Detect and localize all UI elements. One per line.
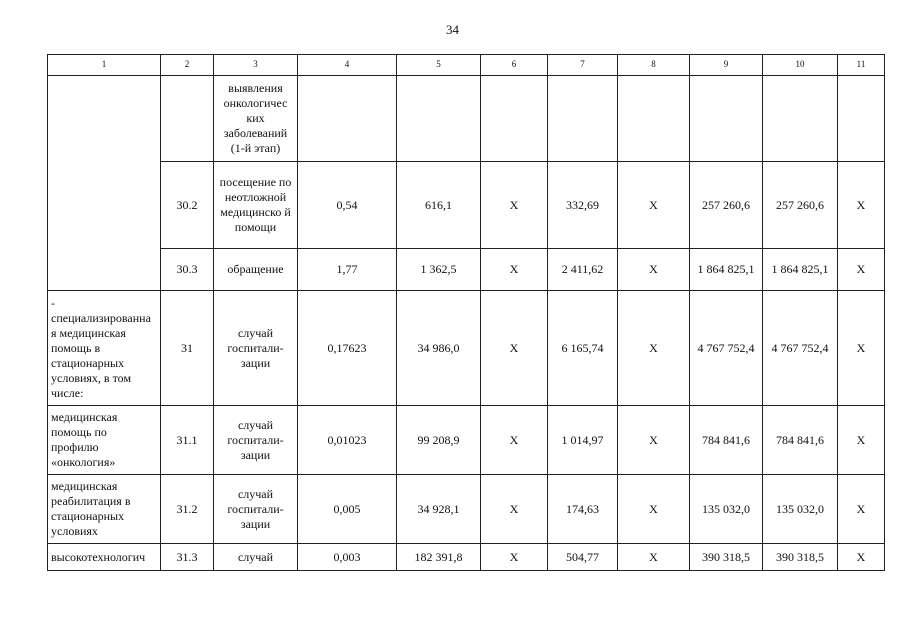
cell-value: X bbox=[618, 544, 690, 571]
cell-value: 182 391,8 bbox=[397, 544, 481, 571]
cell-value: 784 841,6 bbox=[690, 406, 763, 475]
cell-value: 390 318,5 bbox=[763, 544, 838, 571]
cell-value: 390 318,5 bbox=[690, 544, 763, 571]
cell-value: 1 014,97 bbox=[548, 406, 618, 475]
cell-value: 135 032,0 bbox=[690, 475, 763, 544]
header-cell: 2 bbox=[161, 55, 214, 76]
cell-value: 1 362,5 bbox=[397, 249, 481, 291]
cell-value: X bbox=[481, 544, 548, 571]
cell-code: 31.3 bbox=[161, 544, 214, 571]
cell-value: 2 411,62 bbox=[548, 249, 618, 291]
cell-unit: случай bbox=[214, 544, 298, 571]
cell-value: 99 208,9 bbox=[397, 406, 481, 475]
cell-value bbox=[548, 76, 618, 162]
cell-unit: случай госпитали- зации bbox=[214, 475, 298, 544]
header-cell: 8 bbox=[618, 55, 690, 76]
cell-code: 31.1 bbox=[161, 406, 214, 475]
header-cell: 3 bbox=[214, 55, 298, 76]
cell-value bbox=[763, 76, 838, 162]
table-row bbox=[48, 76, 885, 162]
header-cell: 6 bbox=[481, 55, 548, 76]
cell-value: 174,63 bbox=[548, 475, 618, 544]
cell-value: 0,005 bbox=[298, 475, 397, 544]
cell-value: X bbox=[838, 162, 885, 249]
cell-code: 31.2 bbox=[161, 475, 214, 544]
cell-value: X bbox=[618, 475, 690, 544]
cell-value: 257 260,6 bbox=[690, 162, 763, 249]
cell-value: 616,1 bbox=[397, 162, 481, 249]
table-header-row bbox=[48, 55, 885, 76]
cell-code: 31 bbox=[161, 291, 214, 406]
header-cell: 1 bbox=[48, 55, 161, 76]
table-row bbox=[48, 475, 885, 544]
cell-value bbox=[397, 76, 481, 162]
cell-value: 0,01023 bbox=[298, 406, 397, 475]
cell-value: X bbox=[481, 162, 548, 249]
cell-value: 332,69 bbox=[548, 162, 618, 249]
table-row bbox=[48, 162, 885, 249]
cell-value: 0,54 bbox=[298, 162, 397, 249]
cell-name: медицинская реабилитация в стационарных условиях bbox=[48, 475, 161, 544]
cell-value: 4 767 752,4 bbox=[763, 291, 838, 406]
page-number: 34 bbox=[446, 22, 459, 37]
header-cell: 7 bbox=[548, 55, 618, 76]
cell-code: 30.3 bbox=[161, 249, 214, 291]
header-cell: 10 bbox=[763, 55, 838, 76]
cell-value: X bbox=[618, 291, 690, 406]
data-table bbox=[47, 54, 885, 571]
table-row bbox=[48, 406, 885, 475]
cell-value: 784 841,6 bbox=[763, 406, 838, 475]
cell-unit: обращение bbox=[214, 249, 298, 291]
cell-value: X bbox=[618, 162, 690, 249]
table-row bbox=[48, 544, 885, 571]
cell-value: 0,003 bbox=[298, 544, 397, 571]
cell-value: X bbox=[838, 291, 885, 406]
cell-unit: случай госпитали- зации bbox=[214, 291, 298, 406]
table-row bbox=[48, 291, 885, 406]
cell-value: X bbox=[618, 406, 690, 475]
cell-value bbox=[298, 76, 397, 162]
cell-name: медицинская помощь по профилю «онкология» bbox=[48, 406, 161, 475]
cell-value bbox=[690, 76, 763, 162]
cell-name: - специализированна я медицинская помощь в стационарных условиях, в том числе: bbox=[48, 291, 161, 406]
header-cell: 9 bbox=[690, 55, 763, 76]
cell-value bbox=[618, 76, 690, 162]
header-cell: 4 bbox=[298, 55, 397, 76]
cell-value: 6 165,74 bbox=[548, 291, 618, 406]
cell-value: 34 928,1 bbox=[397, 475, 481, 544]
table-row bbox=[48, 249, 885, 291]
cell-value: 1 864 825,1 bbox=[690, 249, 763, 291]
cell-value: X bbox=[838, 249, 885, 291]
cell-code bbox=[161, 76, 214, 162]
cell-value: X bbox=[838, 475, 885, 544]
cell-value: 34 986,0 bbox=[397, 291, 481, 406]
cell-value bbox=[838, 76, 885, 162]
cell-value bbox=[481, 76, 548, 162]
cell-name bbox=[48, 76, 161, 291]
cell-value: 504,77 bbox=[548, 544, 618, 571]
cell-name: высокотехнологич bbox=[48, 544, 161, 571]
header-cell: 5 bbox=[397, 55, 481, 76]
header-cell: 11 bbox=[838, 55, 885, 76]
cell-value: X bbox=[481, 291, 548, 406]
cell-unit: выявления онкологичес ких заболеваний (1-й этап) bbox=[214, 76, 298, 162]
cell-value: X bbox=[838, 544, 885, 571]
cell-value: X bbox=[838, 406, 885, 475]
cell-value: 1,77 bbox=[298, 249, 397, 291]
cell-value: 135 032,0 bbox=[763, 475, 838, 544]
cell-value: 257 260,6 bbox=[763, 162, 838, 249]
cell-value: X bbox=[618, 249, 690, 291]
cell-value: 0,17623 bbox=[298, 291, 397, 406]
cell-value: X bbox=[481, 406, 548, 475]
cell-value: X bbox=[481, 475, 548, 544]
cell-value: 1 864 825,1 bbox=[763, 249, 838, 291]
cell-unit: посещение по неотложной медицинско й помощи bbox=[214, 162, 298, 249]
cell-value: 4 767 752,4 bbox=[690, 291, 763, 406]
cell-value: X bbox=[481, 249, 548, 291]
cell-unit: случай госпитали- зации bbox=[214, 406, 298, 475]
cell-code: 30.2 bbox=[161, 162, 214, 249]
